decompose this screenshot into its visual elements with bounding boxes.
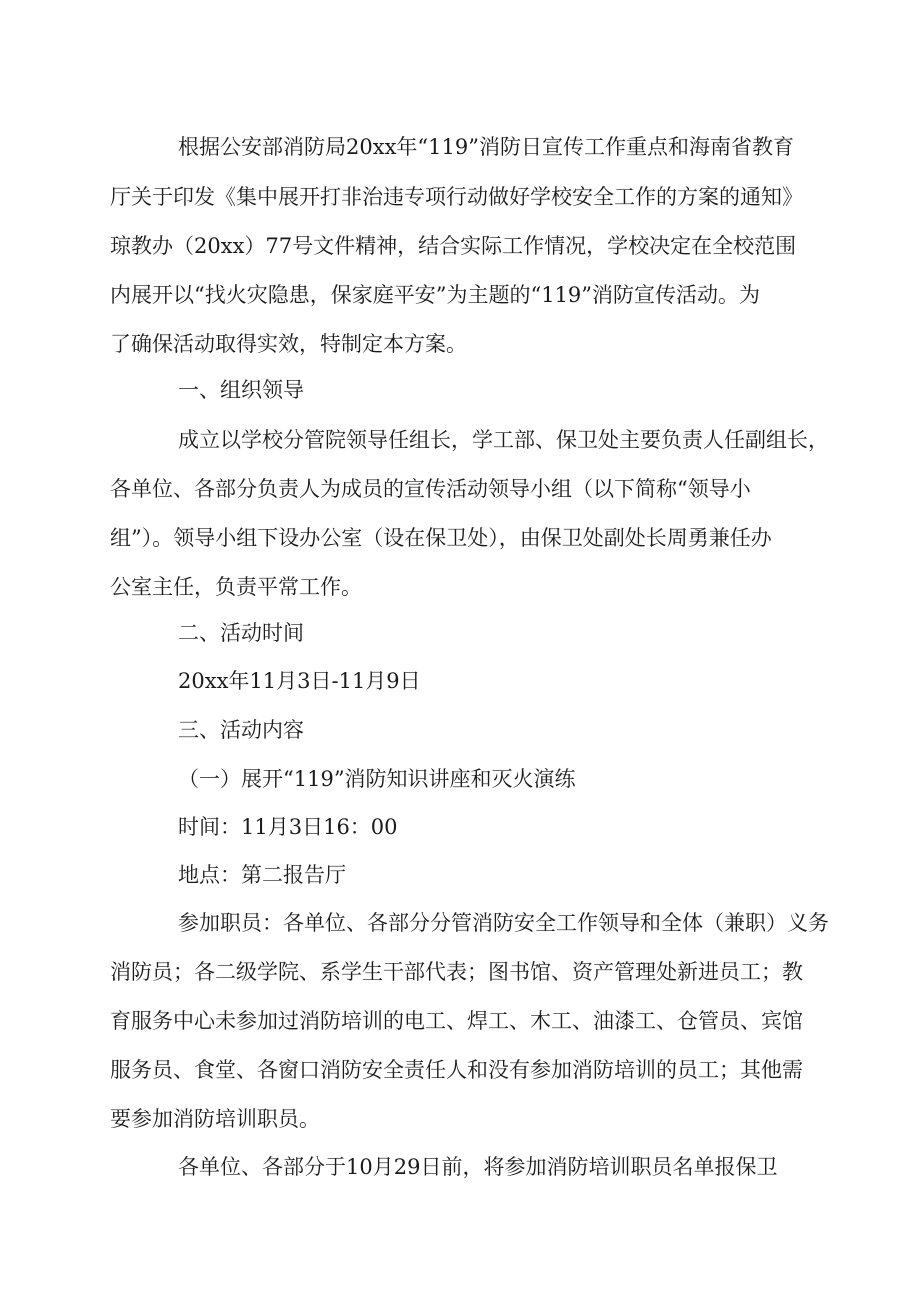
participants-line-3: 育服务中心未参加过消防培训的电工、焊工、木工、油漆工、仓管员、宾馆 — [110, 1009, 803, 1033]
intro-line-5: 了确保活动取得实效，特制定本方案。 — [110, 332, 467, 356]
intro-line-1: 根据公安部消防局20xx年“119”消防日宣传工作重点和海南省教育 — [178, 135, 794, 159]
intro-line-4: 内展开以“找火灾隐患，保家庭平安”为主题的“119”消防宣传活动。为 — [110, 283, 761, 307]
item1-time: 时间：11月3日16：00 — [178, 815, 398, 839]
participants-line-2: 消防员；各二级学院、系学生干部代表；图书馆、资产管理处新进员工；教 — [110, 960, 803, 984]
section1-line-4: 公室主任，负责平常工作。 — [110, 575, 362, 599]
item1-place: 地点：第二报告厅 — [178, 863, 346, 887]
section-heading-content: 三、活动内容 — [178, 718, 304, 742]
deadline-line: 各单位、各部分于10月29日前，将参加消防培训职员名单报保卫 — [178, 1155, 778, 1179]
intro-line-3: 琼教办（20xx）77号文件精神，结合实际工作情况，学校决定在全校范围 — [110, 234, 797, 258]
participants-line-5: 要参加消防培训职员。 — [110, 1107, 320, 1131]
participants-line-1: 参加职员：各单位、各部分分管消防安全工作领导和全体（兼职）义务 — [178, 911, 829, 935]
item1-heading: （一）展开“119”消防知识讲座和灭火演练 — [178, 767, 576, 791]
intro-line-2: 厅关于印发《集中展开打非治违专项行动做好学校安全工作的方案的通知》 — [110, 185, 803, 209]
section-heading-organization: 一、组织领导 — [178, 378, 304, 402]
activity-date-range: 20xx年11月3日-11月9日 — [178, 669, 421, 693]
section1-line-2: 各单位、各部分负责人为成员的宣传活动领导小组（以下简称“领导小 — [110, 477, 751, 501]
section1-line-3: 组”）。领导小组下设办公室（设在保卫处），由保卫处副处长周勇兼任办 — [110, 526, 772, 550]
section1-line-1: 成立以学校分管院领导任组长，学工部、保卫处主要负责人任副组长， — [178, 428, 829, 452]
participants-line-4: 服务员、食堂、各窗口消防安全责任人和没有参加消防培训的员工；其他需 — [110, 1058, 803, 1082]
section-heading-time: 二、活动时间 — [178, 621, 304, 645]
